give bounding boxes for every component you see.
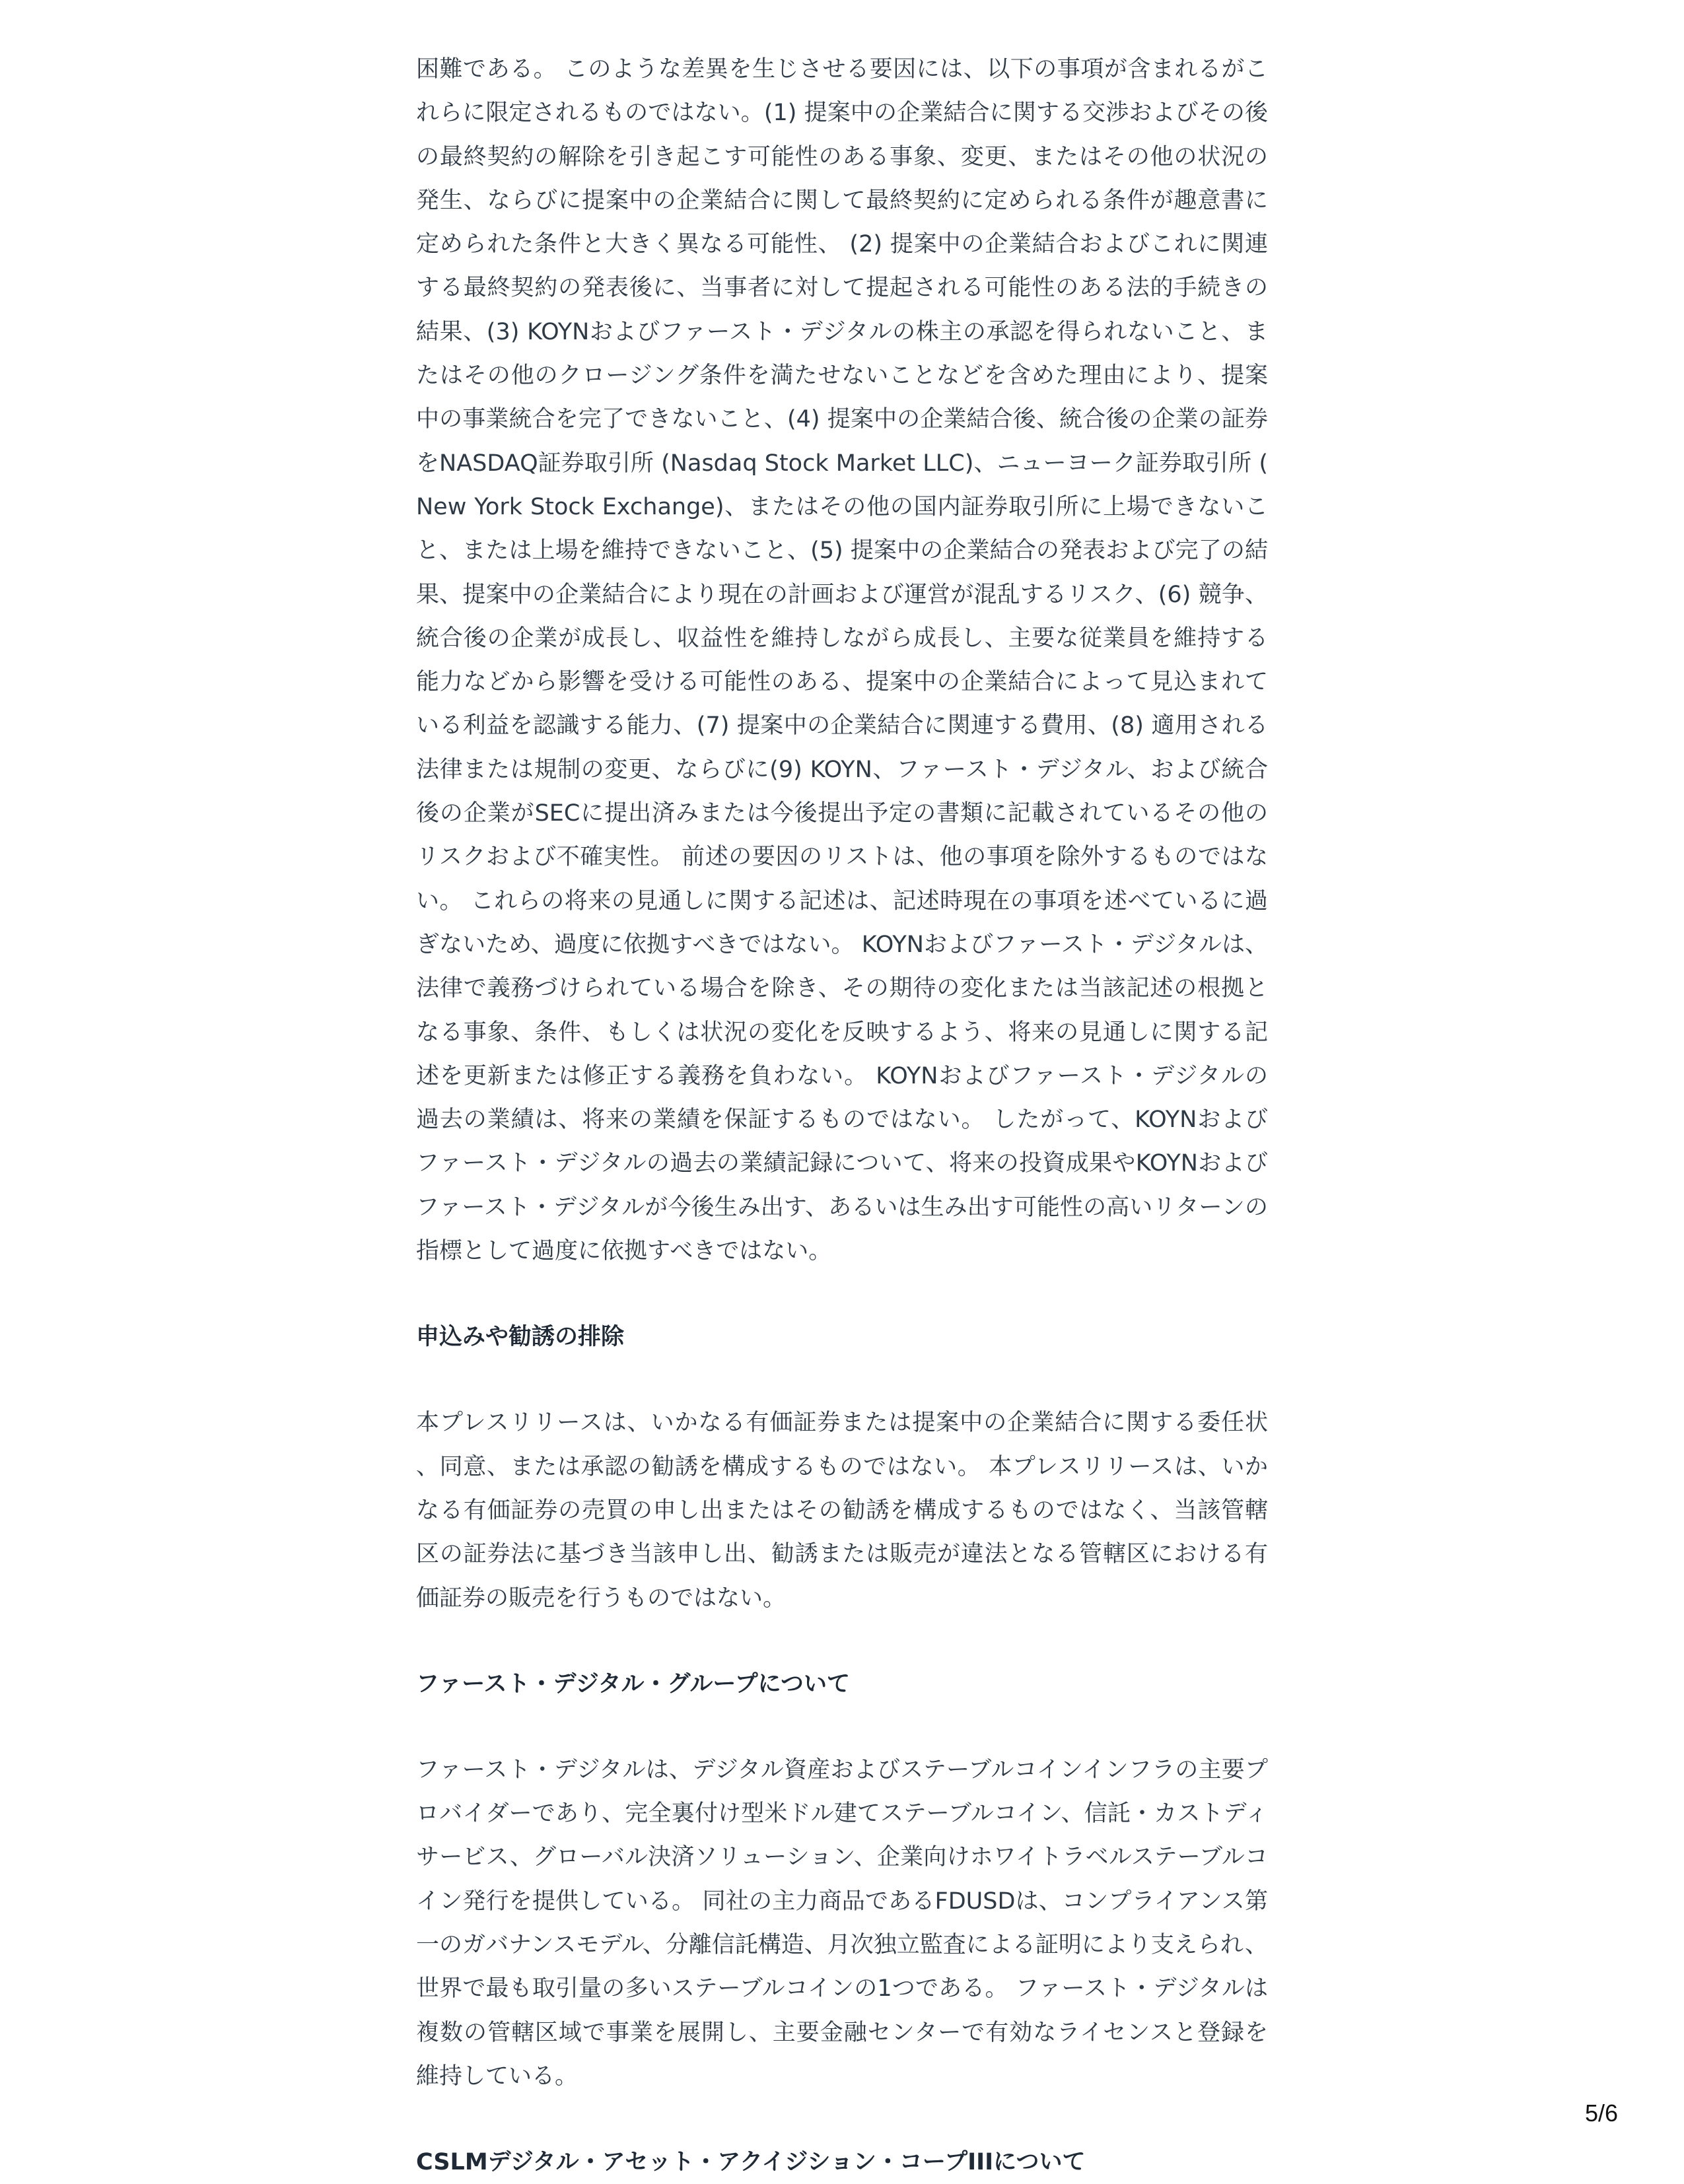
no-offer-heading: 申込みや勧誘の排除	[416, 1324, 625, 1351]
section-spacer	[416, 1706, 1268, 1748]
page-number: 5/6	[1585, 2099, 1619, 2127]
about-first-digital-paragraph: ファースト・デジタルは、デジタル資産およびステーブルコインインフラの主要プロバイダーであり、完全裏付け型米ドル建てステーブルコイン、信託・カストディサービス、グローバル決済ソリューション、企業向けホワイトラベルステーブルコイン発行を提供している。 同社の主力商品であるFDUSDは、コンプライアンス第一のガバナンスモデル、分離信託構造、月次独立監査による証明により支えられ、世界で最も取引量の多いステーブルコインの1つである。 ファースト・デジタルは複数の管轄区域で事業を展開し、主要金融センターで有効なライセンスと登録を維持している。	[416, 1756, 1268, 2090]
section-spacer	[416, 2098, 1268, 2140]
about-first-digital-heading: ファースト・デジタル・グループについて	[416, 1670, 850, 1697]
section-spacer	[416, 1620, 1268, 1662]
document-body	[416, 48, 1268, 2184]
section-spacer	[416, 1273, 1268, 1315]
about-cslm-heading: CSLMデジタル・アセット・アクイジション・コープIIIについて	[416, 2149, 1086, 2176]
section-spacer	[416, 1359, 1268, 1401]
no-offer-paragraph: 本プレスリリースは、いかなる有価証券または提案中の企業結合に関する委任状、同意、または承認の勧誘を構成するものではない。 本プレスリリースは、いかなる有価証券の売買の申し出またはその勧誘を構成するものではなく、当該管轄区の証券法に基づき当該申し出、勧誘または販売が違法となる管轄区における有価証券の販売を行うものではない。	[416, 1410, 1268, 1612]
risk-factors-paragraph: 困難である。 このような差異を生じさせる要因には、以下の事項が含まれるがこれらに限定されるものではない。(1) 提案中の企業結合に関する交渉およびその後の最終契約の解除を引き起こす可能性のある事象、変更、またはその他の状況の発生、ならびに提案中の企業結合に関して最終契約に定められる条件が趣意書に定められた条件と大きく異なる可能性、 (2) 提案中の企業結合およびこれに関連する最終契約の発表後に、当事者に対して提起される可能性のある法的手続きの結果、(3) KOYNおよびファースト・デジタルの株主の承認を得られないこと、またはその他のクロージング条件を満たせないことなどを含めた理由により、提案中の事業統合を完了できないこと、(4) 提案中の企業結合後、統合後の企業の証券をNASDAQ証券取引所 (Nasdaq Stock Market LLC)、ニューヨーク証券取引所 (New York Stock Exchange)、またはその他の国内証券取引所に上場できないこと、または上場を維持できないこと、(5) 提案中の企業結合の発表および完了の結果、提案中の企業結合により現在の計画および運営が混乱するリスク、(6) 競争、統合後の企業が成長し、収益性を維持しながら成長し、主要な従業員を維持する能力などから影響を受ける可能性のある、提案中の企業結合によって見込まれている利益を認識する能力、(7) 提案中の企業結合に関連する費用、(8) 適用される法律または規制の変更、ならびに(9) KOYN、ファースト・デジタル、および統合後の企業がSECに提出済みまたは今後提出予定の書類に記載されているその他のリスクおよび不確実性。 前述の要因のリストは、他の事項を除外するものではない。 これらの将来の見通しに関する記述は、記述時現在の事項を述べているに過ぎないため、過度に依拠すべきではない。 KOYNおよびファースト・デジタルは、法律で義務づけられている場合を除き、その期待の変化または当該記述の根拠となる事象、条件、もしくは状況の変化を反映するよう、将来の見通しに関する記述を更新または修正する義務を負わない。 KOYNおよびファースト・デジタルの過去の業績は、将来の業績を保証するものではない。 したがって、KOYNおよびファースト・デジタルの過去の業績記録について、将来の投資成果やKOYNおよびファースト・デジタルが今後生み出す、あるいは生み出す可能性の高いリターンの指標として過度に依拠すべきではない。	[416, 56, 1268, 1265]
